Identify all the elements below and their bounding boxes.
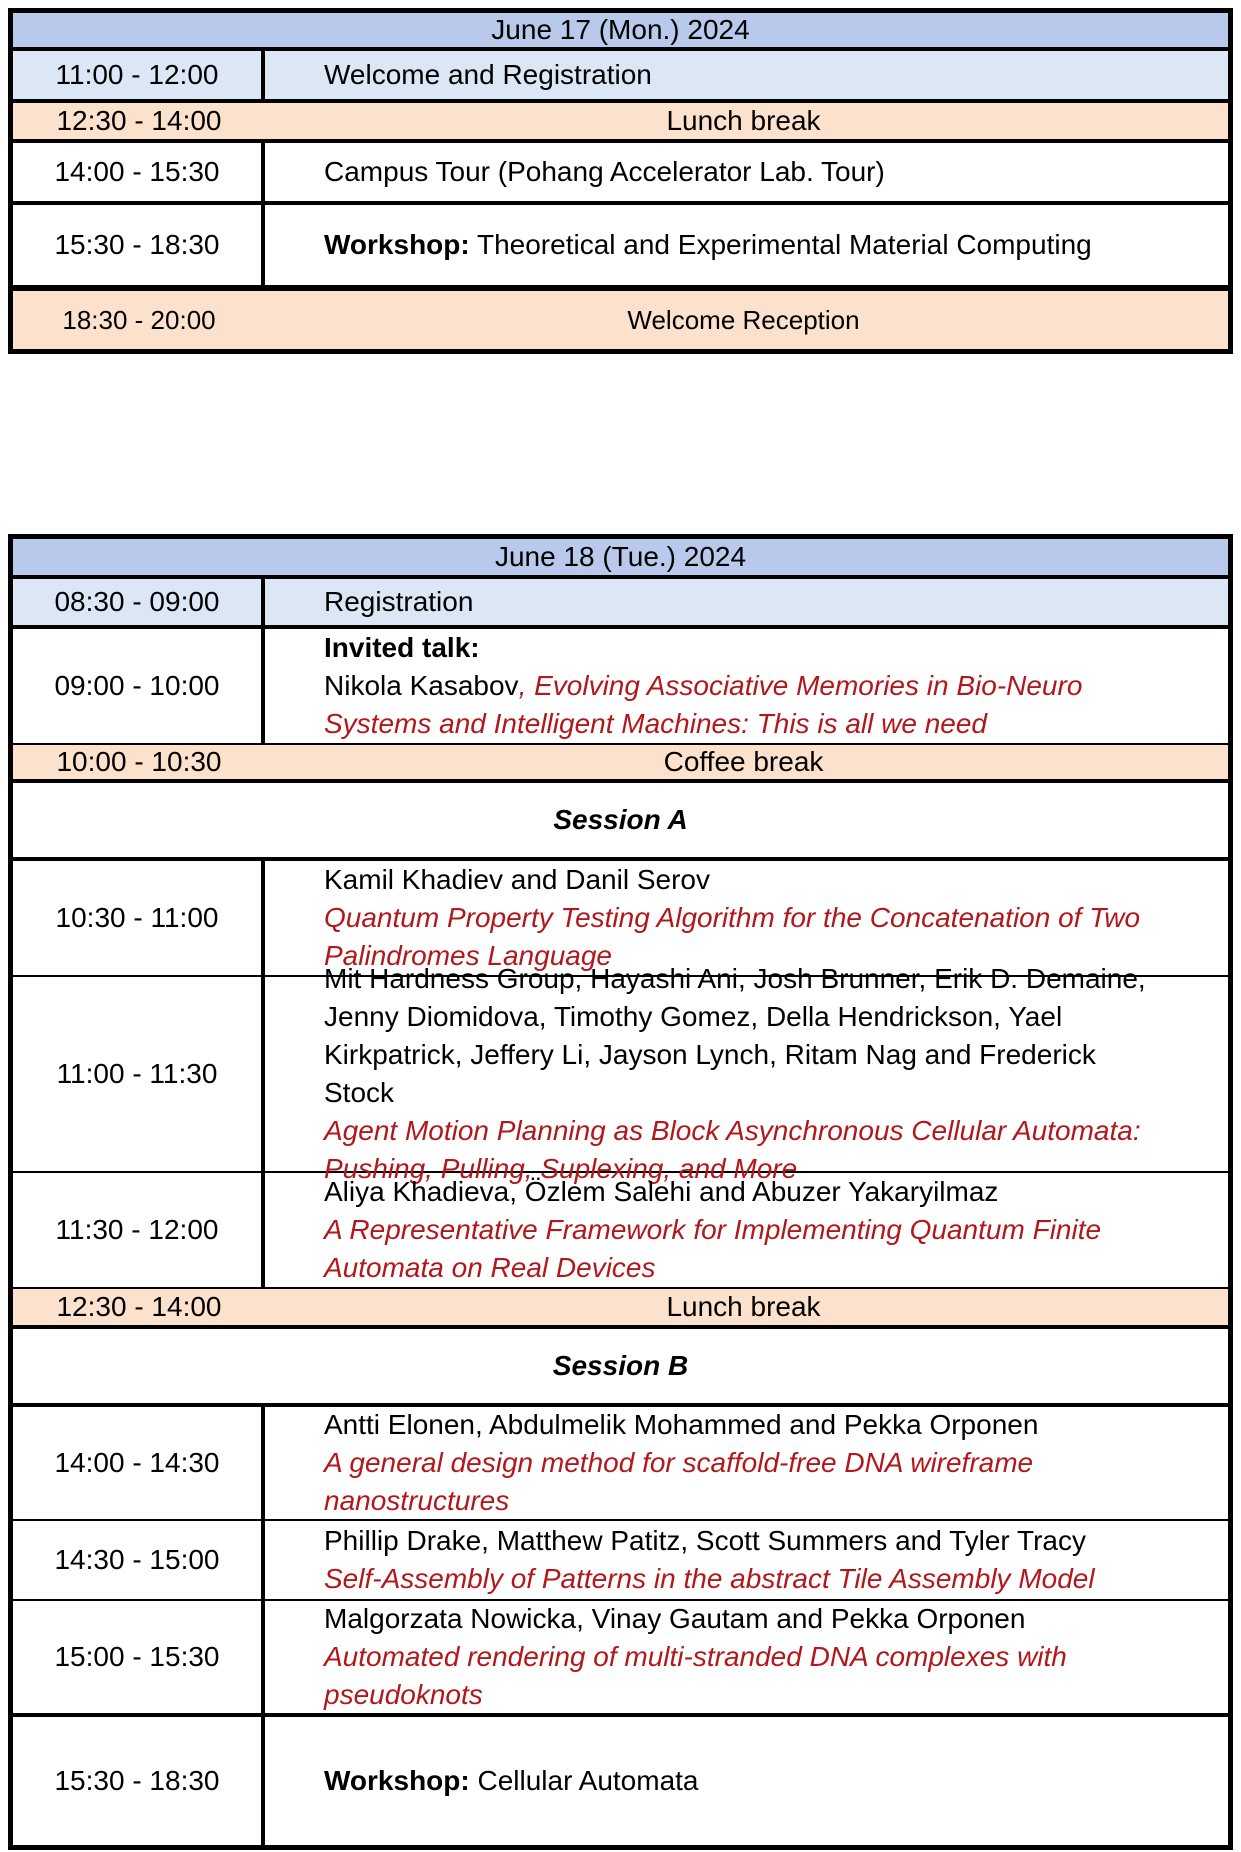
event-cell: Welcome and Registration [324, 59, 652, 90]
talk-title: A Representative Framework for Implementing Quantum Finite [324, 1214, 1102, 1245]
time-cell: 12:30 - 14:00 [56, 1291, 222, 1322]
event-cell: Lunch break [666, 1291, 821, 1322]
workshop-label: Workshop: [324, 229, 470, 260]
event-cell: Welcome Reception [627, 305, 860, 335]
invited-talk-label: Invited talk: [324, 632, 480, 663]
day-header-text: June 18 (Tue.) 2024 [494, 541, 747, 572]
event-cell [269, 1521, 1228, 1599]
talk-authors: Phillip Drake, Matthew Patitz, Scott Summers and Tyler Tracy [324, 1525, 1086, 1556]
time-cell: 10:00 - 10:30 [56, 746, 222, 777]
event-cell [269, 1601, 1228, 1713]
talk-authors: Aliya Khadieva, Özlem Salehi and Abuzer Yakaryilmaz [324, 1176, 999, 1207]
schedule-row [13, 1407, 1228, 1521]
talk-title: Automated rendering of multi-stranded DNA complexes with [324, 1641, 1067, 1672]
schedule-row [13, 1521, 1228, 1601]
event-cell [269, 861, 1228, 975]
event-cell [269, 1173, 1228, 1287]
talk-authors: Mit Hardness Group, Hayashi Ani, Josh Brunner, Erik D. Demaine, [324, 963, 1146, 994]
talk-title: Quantum Property Testing Algorithm for the Concatenation of Two [324, 902, 1141, 933]
event-cell: Lunch break [666, 105, 821, 136]
time-cell: 12:30 - 14:00 [56, 105, 222, 136]
talk-title-cont: Systems and Intelligent Machines: This is all we need [324, 708, 987, 739]
schedule-row [13, 205, 1228, 291]
talk-title: Agent Motion Planning as Block Asynchronous Cellular Automata: [324, 1115, 1141, 1146]
schedule-row [13, 51, 1228, 103]
time-cell: 11:00 - 12:00 [13, 51, 265, 99]
schedule-row [13, 1601, 1228, 1717]
talk-title: A general design method for scaffold-free DNA wireframe [324, 1447, 1034, 1478]
talk-title-cont: Automata on Real Devices [324, 1252, 656, 1283]
schedule-row [13, 963, 1228, 1184]
speaker-name: Nikola Kasabov [324, 670, 519, 701]
workshop-label: Workshop: [324, 1765, 470, 1796]
event-cell: Registration [324, 586, 474, 617]
event-cell: Coffee break [663, 746, 824, 777]
event-cell [269, 205, 1228, 285]
event-cell [269, 1407, 1228, 1519]
talk-authors-cont: Kirkpatrick, Jeffery Li, Jayson Lynch, Ritam Nag and Frederick [324, 1039, 1096, 1070]
event-cell [269, 1717, 1228, 1845]
schedule-june-17 [8, 8, 1233, 354]
schedule-row [13, 103, 1228, 143]
time-cell: 14:00 - 14:30 [13, 1407, 265, 1519]
time-cell: 18:30 - 20:00 [62, 304, 216, 335]
talk-title-cont: pseudoknots [324, 1679, 483, 1710]
session-title: Session B [552, 1350, 689, 1381]
time-cell: 15:30 - 18:30 [13, 1717, 265, 1845]
time-cell: 14:30 - 15:00 [13, 1521, 265, 1599]
schedule-row [13, 579, 1228, 629]
talk-authors: Antti Elonen, Abdulmelik Mohammed and Pekka Orponen [324, 1409, 1039, 1440]
talk-title: , Evolving Associative Memories in Bio-Neuro [518, 670, 1083, 701]
event-cell [269, 629, 1228, 743]
time-cell: 11:00 - 11:30 [13, 977, 265, 1171]
schedule-row [13, 291, 1228, 349]
talk-authors: Malgorzata Nowicka, Vinay Gautam and Pekka Orponen [324, 1603, 1026, 1634]
time-cell: 09:00 - 10:00 [13, 629, 265, 743]
time-cell: 11:30 - 12:00 [13, 1173, 265, 1287]
talk-authors-cont: Jenny Diomidova, Timothy Gomez, Della Hendrickson, Yael [324, 1001, 1063, 1032]
schedule-row [13, 1717, 1228, 1845]
talk-title-cont: Pushing, Pulling, Suplexing, and More [324, 1153, 798, 1184]
schedule-row [13, 143, 1228, 205]
talk-authors: Kamil Khadiev and Danil Serov [324, 864, 710, 895]
time-cell: 10:30 - 11:00 [13, 861, 265, 975]
day-header [13, 13, 1228, 51]
day-header-text: June 17 (Mon.) 2024 [491, 14, 750, 45]
session-title: Session A [553, 804, 688, 835]
schedule-row [13, 1289, 1228, 1329]
talk-authors-cont: Stock [324, 1077, 395, 1108]
talk-title-cont: nanostructures [324, 1485, 510, 1516]
time-cell: 14:00 - 15:30 [13, 143, 265, 201]
schedule-june-18 [8, 534, 1233, 1850]
time-cell: 15:00 - 15:30 [13, 1601, 265, 1713]
schedule-row [13, 629, 1228, 745]
time-cell: 08:30 - 09:00 [13, 579, 265, 625]
workshop-title: Cellular Automata [469, 1765, 699, 1796]
session-row [13, 1329, 1228, 1407]
talk-title-cont: Palindromes Language [324, 940, 612, 971]
workshop-title: Theoretical and Experimental Material Computing [469, 229, 1092, 260]
schedule-row [13, 745, 1228, 783]
event-cell [269, 963, 1228, 1184]
schedule-row [13, 1173, 1228, 1289]
event-cell: Campus Tour (Pohang Accelerator Lab. Tour) [324, 156, 885, 187]
time-cell: 15:30 - 18:30 [13, 205, 265, 285]
session-row [13, 783, 1228, 861]
day-header [13, 539, 1228, 579]
talk-title: Self-Assembly of Patterns in the abstract Tile Assembly Model [324, 1563, 1095, 1594]
